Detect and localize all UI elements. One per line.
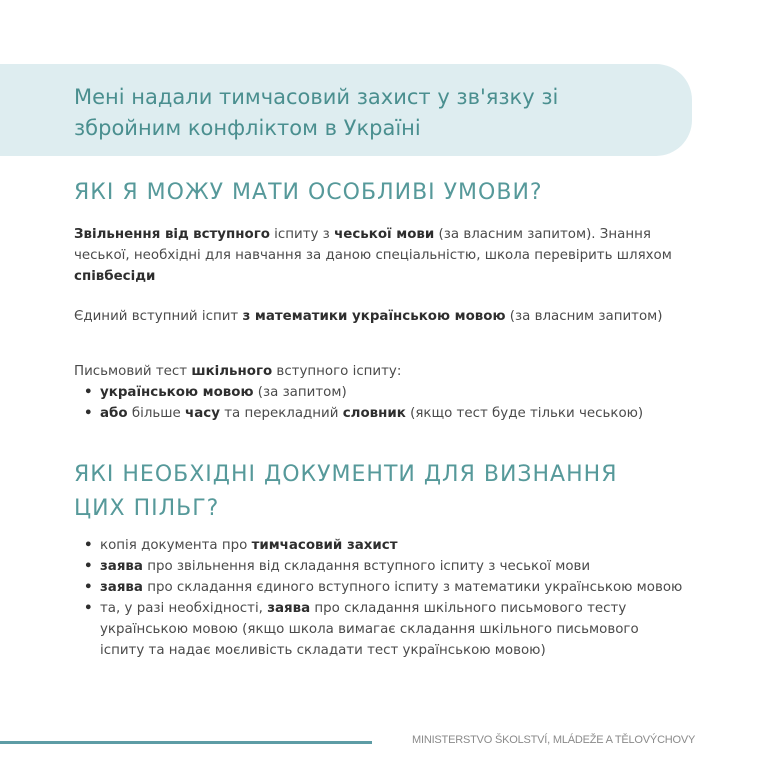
- text-bold: заява: [267, 601, 311, 616]
- text: Єдиний вступний іспит: [74, 309, 243, 324]
- text: та, у разі необхідності,: [100, 601, 268, 616]
- paragraph-written-test: [74, 361, 674, 424]
- paragraph-czech-exemption: [74, 224, 674, 287]
- list-item: [74, 535, 684, 556]
- text: (за запитом): [253, 385, 347, 400]
- text-bold: заява: [100, 580, 143, 595]
- text-bold: словник: [342, 406, 406, 421]
- text-bold: українською мовою: [100, 385, 254, 400]
- text: іспиту з: [269, 227, 335, 242]
- text-bold: заява: [100, 559, 143, 574]
- text: більше: [127, 406, 186, 421]
- text: та перекладний: [219, 406, 343, 421]
- list-item: [74, 556, 684, 577]
- written-test-options-list: [74, 382, 674, 424]
- paragraph-math-exam: [74, 306, 674, 327]
- page-title-line-2: збройним конфліктом в Україні: [74, 116, 421, 140]
- text-bold: або: [100, 406, 128, 421]
- text: про звільнення від складання вступного іспиту з чеської мови: [142, 559, 591, 574]
- text-bold: Звільнення від: [74, 227, 189, 242]
- text-bold: з математики українською мовою: [242, 309, 506, 324]
- page-title: [74, 82, 674, 144]
- text-bold: співбесіди: [74, 269, 156, 284]
- text: (за власним запитом): [505, 309, 663, 324]
- text: копія документа про: [100, 538, 252, 553]
- text-bold: шкільного: [191, 364, 273, 379]
- text: Письмовий тест: [74, 364, 192, 379]
- text-bold: тимчасовий захист: [251, 538, 398, 553]
- section-heading-required-documents: ЯКІ НЕОБХІДНІ ДОКУМЕНТИ ДЛЯ ВИЗНАННЯ ЦИХ ПІЛЬГ?: [74, 462, 618, 521]
- text: вступного іспиту:: [272, 364, 402, 379]
- text: (якщо тест буде тільки чеською): [405, 406, 644, 421]
- list-item: [74, 598, 684, 661]
- text: про складання єдиного вступного іспиту з математики українською мовою: [142, 580, 683, 595]
- list-item: [74, 382, 674, 403]
- text-bold: чеської мови: [334, 227, 435, 242]
- list-item: [74, 577, 684, 598]
- text-bold: вступного: [193, 227, 270, 242]
- text: (за власним запитом). Знання чеської, необхідні для навчання за даною спеціальністю, школа перевірить шляхом: [74, 227, 672, 263]
- text-bold: часу: [185, 406, 220, 421]
- required-documents-list: [74, 535, 684, 661]
- footer-divider: [0, 741, 372, 744]
- text: про складання шкільного письмового тесту українською мовою (якщо школа вимагає складання шкільного письмового іспиту та надає моєливість складати тест українською мовою): [100, 601, 639, 658]
- section-heading-special-conditions: ЯКІ Я МОЖУ МАТИ ОСОБЛИВІ УМОВИ?: [74, 180, 543, 205]
- footer-organization: MINISTERSTVO ŠKOLSTVÍ, MLÁDEŽE A TĚLOVÝCHOVY: [412, 734, 696, 746]
- list-item: [74, 403, 674, 424]
- page-title-line-1: Мені надали тимчасовий захист у зв'язку зі: [74, 85, 559, 109]
